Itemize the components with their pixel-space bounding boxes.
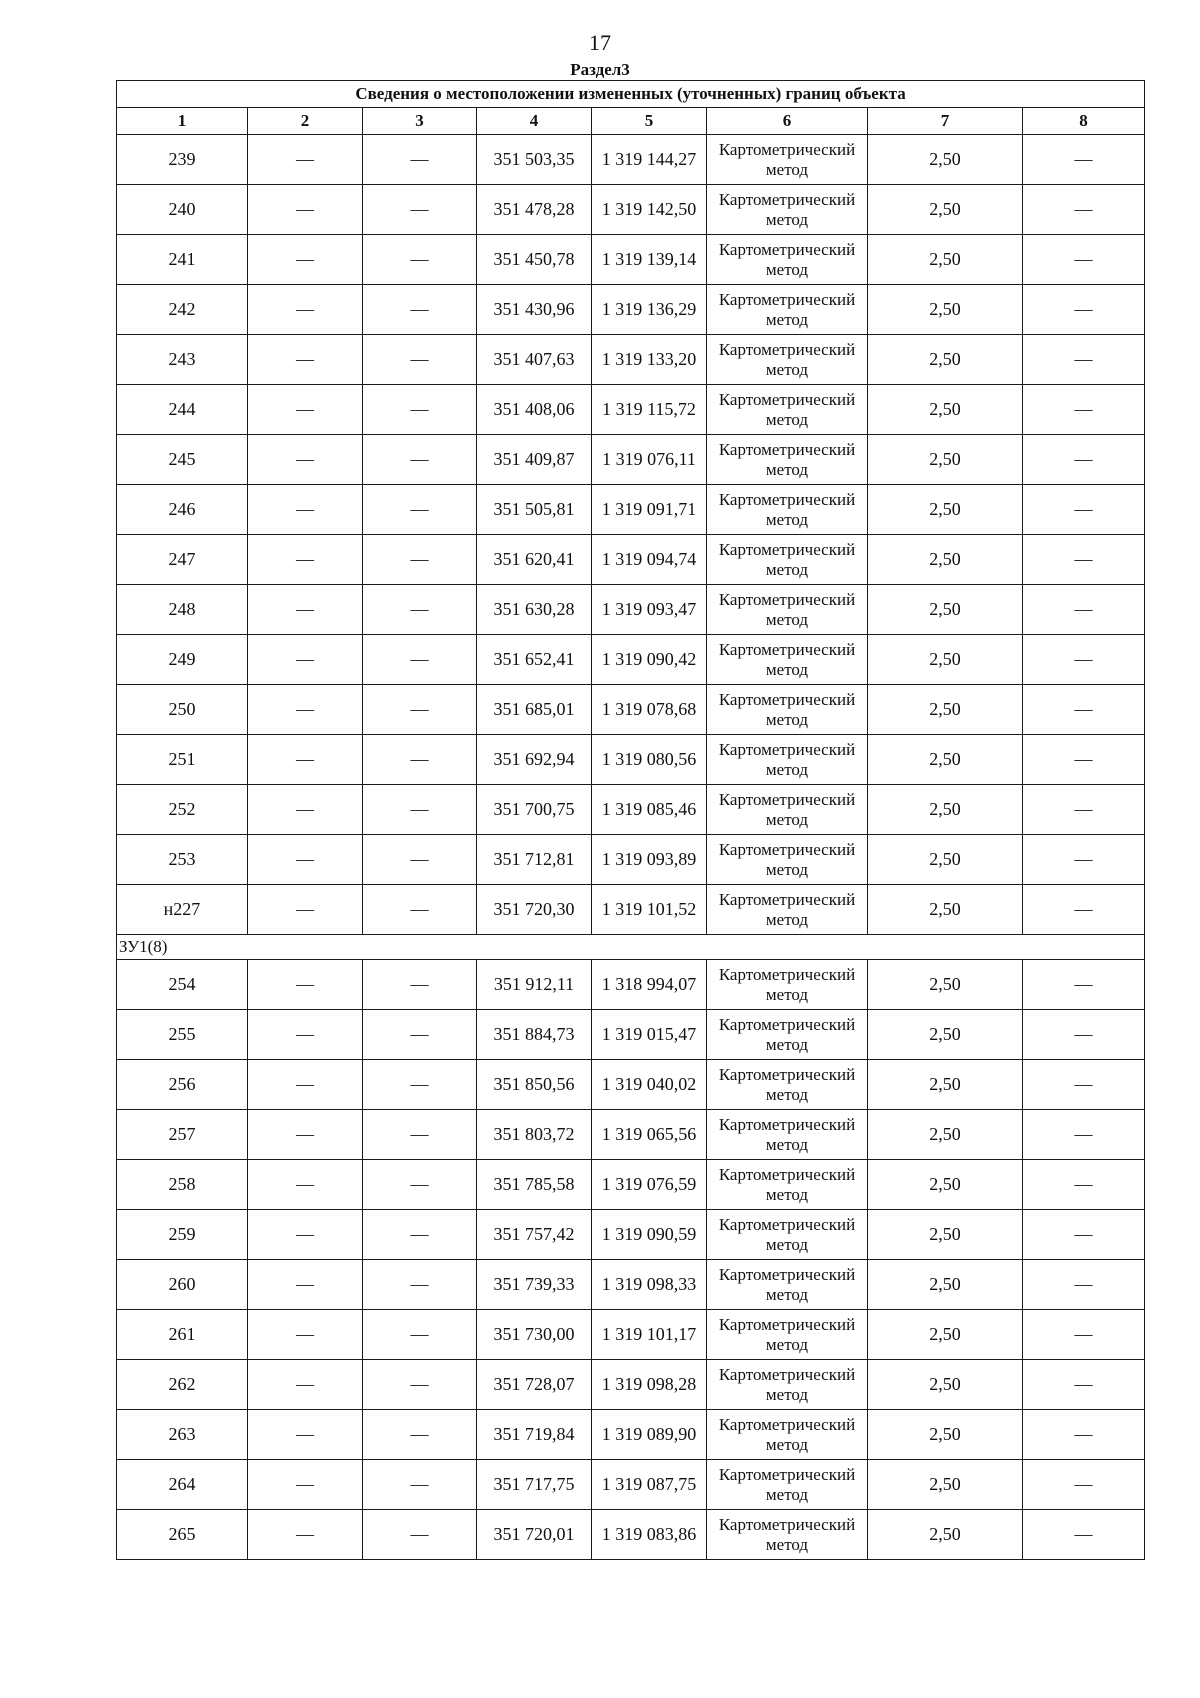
column-3-cell: —	[363, 1160, 477, 1210]
method-cell: Картометрический метод	[707, 635, 868, 685]
column-3-cell: —	[363, 585, 477, 635]
x-coordinate-cell: 351 450,78	[477, 235, 592, 285]
table-row	[117, 1210, 1145, 1260]
point-number-cell: 264	[117, 1460, 248, 1510]
column-2-cell: —	[248, 785, 363, 835]
column-3-cell: —	[363, 685, 477, 735]
column-2-cell: —	[248, 1310, 363, 1360]
column-3-cell: —	[363, 885, 477, 935]
accuracy-cell: 2,50	[868, 835, 1023, 885]
method-cell: Картометрический метод	[707, 1360, 868, 1410]
group-header-row	[117, 935, 1145, 960]
table-row	[117, 135, 1145, 185]
table-row	[117, 335, 1145, 385]
accuracy-cell: 2,50	[868, 285, 1023, 335]
method-cell: Картометрический метод	[707, 435, 868, 485]
point-number-cell: 243	[117, 335, 248, 385]
column-3-cell: —	[363, 1310, 477, 1360]
column-8-cell: —	[1023, 1410, 1145, 1460]
x-coordinate-cell: 351 505,81	[477, 485, 592, 535]
accuracy-cell: 2,50	[868, 1160, 1023, 1210]
column-3-cell: —	[363, 1210, 477, 1260]
column-2-cell: —	[248, 585, 363, 635]
column-3-cell: —	[363, 1460, 477, 1510]
y-coordinate-cell: 1 319 093,47	[592, 585, 707, 635]
y-coordinate-cell: 1 319 142,50	[592, 185, 707, 235]
y-coordinate-cell: 1 319 087,75	[592, 1460, 707, 1510]
column-2-cell: —	[248, 385, 363, 435]
column-8-cell: —	[1023, 1510, 1145, 1560]
method-cell: Картометрический метод	[707, 135, 868, 185]
table-row	[117, 1410, 1145, 1460]
column-2-cell: —	[248, 685, 363, 735]
column-2-cell: —	[248, 735, 363, 785]
column-3-cell: —	[363, 735, 477, 785]
accuracy-cell: 2,50	[868, 785, 1023, 835]
column-2-cell: —	[248, 135, 363, 185]
column-8-cell: —	[1023, 1360, 1145, 1410]
column-2-cell: —	[248, 885, 363, 935]
y-coordinate-cell: 1 319 076,11	[592, 435, 707, 485]
y-coordinate-cell: 1 319 098,33	[592, 1260, 707, 1310]
method-cell: Картометрический метод	[707, 585, 868, 635]
point-number-cell: 247	[117, 535, 248, 585]
accuracy-cell: 2,50	[868, 960, 1023, 1010]
table-caption-row	[117, 81, 1145, 108]
table-row	[117, 1060, 1145, 1110]
column-8-cell: —	[1023, 285, 1145, 335]
accuracy-cell: 2,50	[868, 235, 1023, 285]
accuracy-cell: 2,50	[868, 435, 1023, 485]
y-coordinate-cell: 1 318 994,07	[592, 960, 707, 1010]
y-coordinate-cell: 1 319 078,68	[592, 685, 707, 735]
point-number-cell: 256	[117, 1060, 248, 1110]
point-number-cell: 239	[117, 135, 248, 185]
method-cell: Картометрический метод	[707, 1010, 868, 1060]
table-row	[117, 835, 1145, 885]
accuracy-cell: 2,50	[868, 1360, 1023, 1410]
column-2-cell: —	[248, 1460, 363, 1510]
column-8-cell: —	[1023, 385, 1145, 435]
x-coordinate-cell: 351 850,56	[477, 1060, 592, 1110]
method-cell: Картометрический метод	[707, 185, 868, 235]
column-8-cell: —	[1023, 885, 1145, 935]
x-coordinate-cell: 351 503,35	[477, 135, 592, 185]
column-8-cell: —	[1023, 1310, 1145, 1360]
x-coordinate-cell: 351 785,58	[477, 1160, 592, 1210]
accuracy-cell: 2,50	[868, 135, 1023, 185]
table-row	[117, 1360, 1145, 1410]
column-2-cell: —	[248, 1260, 363, 1310]
table-row	[117, 1310, 1145, 1360]
column-3-cell: —	[363, 635, 477, 685]
x-coordinate-cell: 351 685,01	[477, 685, 592, 735]
point-number-cell: 244	[117, 385, 248, 435]
column-3-cell: —	[363, 335, 477, 385]
y-coordinate-cell: 1 319 093,89	[592, 835, 707, 885]
column-2-cell: —	[248, 960, 363, 1010]
point-number-cell: 255	[117, 1010, 248, 1060]
point-number-cell: 263	[117, 1410, 248, 1460]
column-8-cell: —	[1023, 685, 1145, 735]
column-2-cell: —	[248, 485, 363, 535]
y-coordinate-cell: 1 319 098,28	[592, 1360, 707, 1410]
column-2-cell: —	[248, 435, 363, 485]
column-3-cell: —	[363, 960, 477, 1010]
column-2-cell: —	[248, 185, 363, 235]
method-cell: Картометрический метод	[707, 535, 868, 585]
x-coordinate-cell: 351 912,11	[477, 960, 592, 1010]
column-2-cell: —	[248, 635, 363, 685]
x-coordinate-cell: 351 730,00	[477, 1310, 592, 1360]
point-number-cell: 250	[117, 685, 248, 735]
point-number-cell: н227	[117, 885, 248, 935]
coordinates-table	[116, 80, 1145, 1560]
column-number: 5	[592, 108, 707, 135]
point-number-cell: 241	[117, 235, 248, 285]
table-row	[117, 235, 1145, 285]
column-8-cell: —	[1023, 1110, 1145, 1160]
column-8-cell: —	[1023, 835, 1145, 885]
column-numbers-row	[117, 108, 1145, 135]
x-coordinate-cell: 351 739,33	[477, 1260, 592, 1310]
table-row	[117, 435, 1145, 485]
y-coordinate-cell: 1 319 144,27	[592, 135, 707, 185]
column-2-cell: —	[248, 235, 363, 285]
accuracy-cell: 2,50	[868, 1110, 1023, 1160]
y-coordinate-cell: 1 319 080,56	[592, 735, 707, 785]
point-number-cell: 251	[117, 735, 248, 785]
method-cell: Картометрический метод	[707, 1160, 868, 1210]
method-cell: Картометрический метод	[707, 1060, 868, 1110]
x-coordinate-cell: 351 407,63	[477, 335, 592, 385]
column-3-cell: —	[363, 785, 477, 835]
point-number-cell: 249	[117, 635, 248, 685]
table-row	[117, 1460, 1145, 1510]
column-2-cell: —	[248, 1110, 363, 1160]
column-8-cell: —	[1023, 1010, 1145, 1060]
accuracy-cell: 2,50	[868, 635, 1023, 685]
column-8-cell: —	[1023, 135, 1145, 185]
accuracy-cell: 2,50	[868, 1310, 1023, 1360]
column-3-cell: —	[363, 185, 477, 235]
y-coordinate-cell: 1 319 089,90	[592, 1410, 707, 1460]
point-number-cell: 245	[117, 435, 248, 485]
method-cell: Картометрический метод	[707, 960, 868, 1010]
point-number-cell: 242	[117, 285, 248, 335]
method-cell: Картометрический метод	[707, 685, 868, 735]
y-coordinate-cell: 1 319 065,56	[592, 1110, 707, 1160]
column-8-cell: —	[1023, 1060, 1145, 1110]
x-coordinate-cell: 351 630,28	[477, 585, 592, 635]
method-cell: Картометрический метод	[707, 1460, 868, 1510]
x-coordinate-cell: 351 720,30	[477, 885, 592, 935]
table-caption: Сведения о местоположении измененных (уточненных) границ объекта	[117, 81, 1145, 108]
x-coordinate-cell: 351 652,41	[477, 635, 592, 685]
column-3-cell: —	[363, 285, 477, 335]
point-number-cell: 259	[117, 1210, 248, 1260]
point-number-cell: 252	[117, 785, 248, 835]
column-2-cell: —	[248, 1160, 363, 1210]
table-row	[117, 485, 1145, 535]
table-row	[117, 585, 1145, 635]
table-row	[117, 1260, 1145, 1310]
method-cell: Картометрический метод	[707, 335, 868, 385]
table-row	[117, 785, 1145, 835]
method-cell: Картометрический метод	[707, 735, 868, 785]
x-coordinate-cell: 351 478,28	[477, 185, 592, 235]
column-8-cell: —	[1023, 785, 1145, 835]
accuracy-cell: 2,50	[868, 1060, 1023, 1110]
table-row	[117, 635, 1145, 685]
column-2-cell: —	[248, 1360, 363, 1410]
accuracy-cell: 2,50	[868, 1410, 1023, 1460]
y-coordinate-cell: 1 319 083,86	[592, 1510, 707, 1560]
column-8-cell: —	[1023, 235, 1145, 285]
column-3-cell: —	[363, 1010, 477, 1060]
column-3-cell: —	[363, 1060, 477, 1110]
accuracy-cell: 2,50	[868, 735, 1023, 785]
point-number-cell: 246	[117, 485, 248, 535]
x-coordinate-cell: 351 884,73	[477, 1010, 592, 1060]
method-cell: Картометрический метод	[707, 485, 868, 535]
point-number-cell: 265	[117, 1510, 248, 1560]
table-row	[117, 735, 1145, 785]
column-8-cell: —	[1023, 635, 1145, 685]
column-3-cell: —	[363, 485, 477, 535]
column-2-cell: —	[248, 835, 363, 885]
method-cell: Картометрический метод	[707, 1110, 868, 1160]
column-number: 4	[477, 108, 592, 135]
column-8-cell: —	[1023, 1260, 1145, 1310]
accuracy-cell: 2,50	[868, 385, 1023, 435]
column-number: 3	[363, 108, 477, 135]
table-row	[117, 1010, 1145, 1060]
column-8-cell: —	[1023, 585, 1145, 635]
point-number-cell: 248	[117, 585, 248, 635]
accuracy-cell: 2,50	[868, 335, 1023, 385]
point-number-cell: 257	[117, 1110, 248, 1160]
method-cell: Картометрический метод	[707, 1260, 868, 1310]
x-coordinate-cell: 351 720,01	[477, 1510, 592, 1560]
column-number: 8	[1023, 108, 1145, 135]
accuracy-cell: 2,50	[868, 1460, 1023, 1510]
x-coordinate-cell: 351 803,72	[477, 1110, 592, 1160]
x-coordinate-cell: 351 408,06	[477, 385, 592, 435]
x-coordinate-cell: 351 409,87	[477, 435, 592, 485]
y-coordinate-cell: 1 319 094,74	[592, 535, 707, 585]
column-2-cell: —	[248, 1010, 363, 1060]
point-number-cell: 261	[117, 1310, 248, 1360]
accuracy-cell: 2,50	[868, 1010, 1023, 1060]
table-row	[117, 1510, 1145, 1560]
accuracy-cell: 2,50	[868, 1510, 1023, 1560]
table-row	[117, 385, 1145, 435]
column-3-cell: —	[363, 1410, 477, 1460]
y-coordinate-cell: 1 319 136,29	[592, 285, 707, 335]
x-coordinate-cell: 351 717,75	[477, 1460, 592, 1510]
y-coordinate-cell: 1 319 139,14	[592, 235, 707, 285]
y-coordinate-cell: 1 319 115,72	[592, 385, 707, 435]
column-8-cell: —	[1023, 485, 1145, 535]
column-2-cell: —	[248, 335, 363, 385]
table-row	[117, 535, 1145, 585]
accuracy-cell: 2,50	[868, 485, 1023, 535]
column-8-cell: —	[1023, 1160, 1145, 1210]
column-3-cell: —	[363, 385, 477, 435]
column-2-cell: —	[248, 1510, 363, 1560]
x-coordinate-cell: 351 700,75	[477, 785, 592, 835]
point-number-cell: 260	[117, 1260, 248, 1310]
column-2-cell: —	[248, 535, 363, 585]
accuracy-cell: 2,50	[868, 1210, 1023, 1260]
column-3-cell: —	[363, 1260, 477, 1310]
point-number-cell: 262	[117, 1360, 248, 1410]
y-coordinate-cell: 1 319 040,02	[592, 1060, 707, 1110]
column-number: 2	[248, 108, 363, 135]
column-3-cell: —	[363, 435, 477, 485]
column-number: 1	[117, 108, 248, 135]
column-8-cell: —	[1023, 435, 1145, 485]
column-2-cell: —	[248, 285, 363, 335]
column-3-cell: —	[363, 1510, 477, 1560]
table-row	[117, 1110, 1145, 1160]
accuracy-cell: 2,50	[868, 585, 1023, 635]
column-3-cell: —	[363, 535, 477, 585]
y-coordinate-cell: 1 319 101,52	[592, 885, 707, 935]
column-2-cell: —	[248, 1410, 363, 1460]
column-3-cell: —	[363, 235, 477, 285]
column-3-cell: —	[363, 1360, 477, 1410]
table-body	[117, 135, 1145, 1560]
method-cell: Картометрический метод	[707, 1510, 868, 1560]
x-coordinate-cell: 351 757,42	[477, 1210, 592, 1260]
y-coordinate-cell: 1 319 015,47	[592, 1010, 707, 1060]
method-cell: Картометрический метод	[707, 1310, 868, 1360]
column-8-cell: —	[1023, 735, 1145, 785]
table-row	[117, 185, 1145, 235]
y-coordinate-cell: 1 319 076,59	[592, 1160, 707, 1210]
x-coordinate-cell: 351 712,81	[477, 835, 592, 885]
table-row	[117, 885, 1145, 935]
y-coordinate-cell: 1 319 101,17	[592, 1310, 707, 1360]
x-coordinate-cell: 351 620,41	[477, 535, 592, 585]
y-coordinate-cell: 1 319 090,42	[592, 635, 707, 685]
column-3-cell: —	[363, 1110, 477, 1160]
point-number-cell: 254	[117, 960, 248, 1010]
column-8-cell: —	[1023, 960, 1145, 1010]
column-8-cell: —	[1023, 535, 1145, 585]
method-cell: Картометрический метод	[707, 285, 868, 335]
page-number: 17	[589, 30, 611, 55]
method-cell: Картометрический метод	[707, 1410, 868, 1460]
table-row	[117, 685, 1145, 735]
method-cell: Картометрический метод	[707, 785, 868, 835]
column-number: 7	[868, 108, 1023, 135]
column-number: 6	[707, 108, 868, 135]
x-coordinate-cell: 351 430,96	[477, 285, 592, 335]
method-cell: Картометрический метод	[707, 1210, 868, 1260]
y-coordinate-cell: 1 319 133,20	[592, 335, 707, 385]
accuracy-cell: 2,50	[868, 685, 1023, 735]
section-title: Раздел3	[570, 60, 630, 79]
accuracy-cell: 2,50	[868, 535, 1023, 585]
group-label: ЗУ1(8)	[117, 935, 1145, 960]
point-number-cell: 258	[117, 1160, 248, 1210]
column-8-cell: —	[1023, 335, 1145, 385]
method-cell: Картометрический метод	[707, 235, 868, 285]
column-2-cell: —	[248, 1210, 363, 1260]
point-number-cell: 253	[117, 835, 248, 885]
table-row	[117, 1160, 1145, 1210]
x-coordinate-cell: 351 692,94	[477, 735, 592, 785]
table-row	[117, 960, 1145, 1010]
point-number-cell: 240	[117, 185, 248, 235]
column-3-cell: —	[363, 835, 477, 885]
column-8-cell: —	[1023, 185, 1145, 235]
y-coordinate-cell: 1 319 091,71	[592, 485, 707, 535]
x-coordinate-cell: 351 719,84	[477, 1410, 592, 1460]
method-cell: Картометрический метод	[707, 385, 868, 435]
column-8-cell: —	[1023, 1210, 1145, 1260]
column-8-cell: —	[1023, 1460, 1145, 1510]
accuracy-cell: 2,50	[868, 185, 1023, 235]
method-cell: Картометрический метод	[707, 885, 868, 935]
y-coordinate-cell: 1 319 090,59	[592, 1210, 707, 1260]
y-coordinate-cell: 1 319 085,46	[592, 785, 707, 835]
column-2-cell: —	[248, 1060, 363, 1110]
accuracy-cell: 2,50	[868, 885, 1023, 935]
method-cell: Картометрический метод	[707, 835, 868, 885]
x-coordinate-cell: 351 728,07	[477, 1360, 592, 1410]
accuracy-cell: 2,50	[868, 1260, 1023, 1310]
column-3-cell: —	[363, 135, 477, 185]
table-row	[117, 285, 1145, 335]
